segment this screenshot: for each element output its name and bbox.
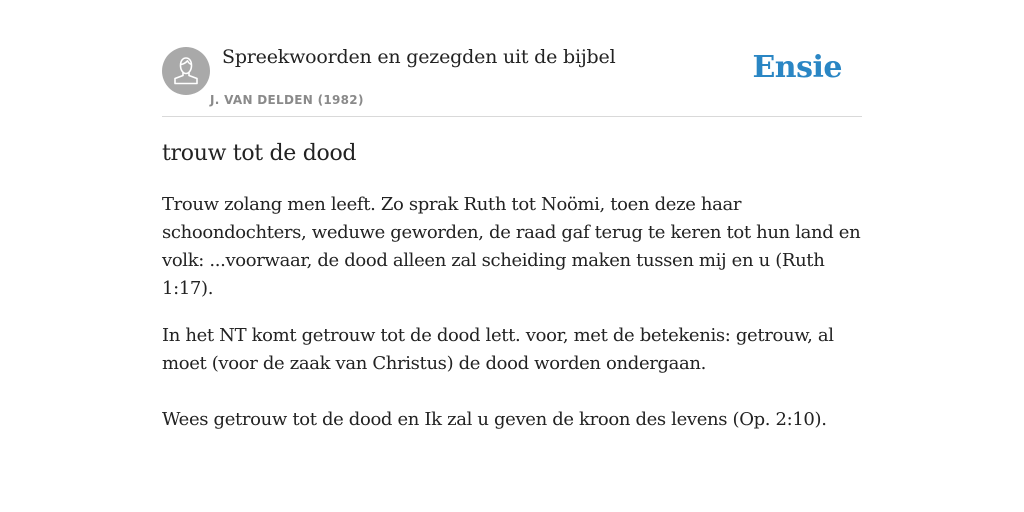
author-byline[interactable]: J. VAN DELDEN (1982) bbox=[210, 93, 364, 107]
entry-content bbox=[162, 138, 862, 434]
entry-title: trouw tot de dood bbox=[162, 141, 357, 166]
user-icon bbox=[162, 47, 210, 95]
header bbox=[162, 40, 862, 117]
entry-paragraph: Trouw zolang men leeft. Zo sprak Ruth tot Noömi, toen deze haar schoondochters, weduwe geworden, de raad gaf terug te keren tot hun land en volk: ...voorwaar, de dood alleen zal scheiding maken tussen mij en u (Ruth 1:17). bbox=[162, 194, 861, 299]
entry-paragraph: In het NT komt getrouw tot de dood lett. voor, met de betekenis: getrouw, al moet (voor de zaak van Christus) de dood worden ondergaan. bbox=[162, 325, 834, 374]
entry-paragraph: Wees getrouw tot de dood en Ik zal u geven de kroon des levens (Op. 2:10). bbox=[162, 409, 827, 430]
ensie-logo[interactable]: Ensie bbox=[752, 50, 842, 85]
author-avatar[interactable] bbox=[162, 47, 210, 95]
book-title[interactable]: Spreekwoorden en gezegden uit de bijbel bbox=[222, 46, 616, 68]
